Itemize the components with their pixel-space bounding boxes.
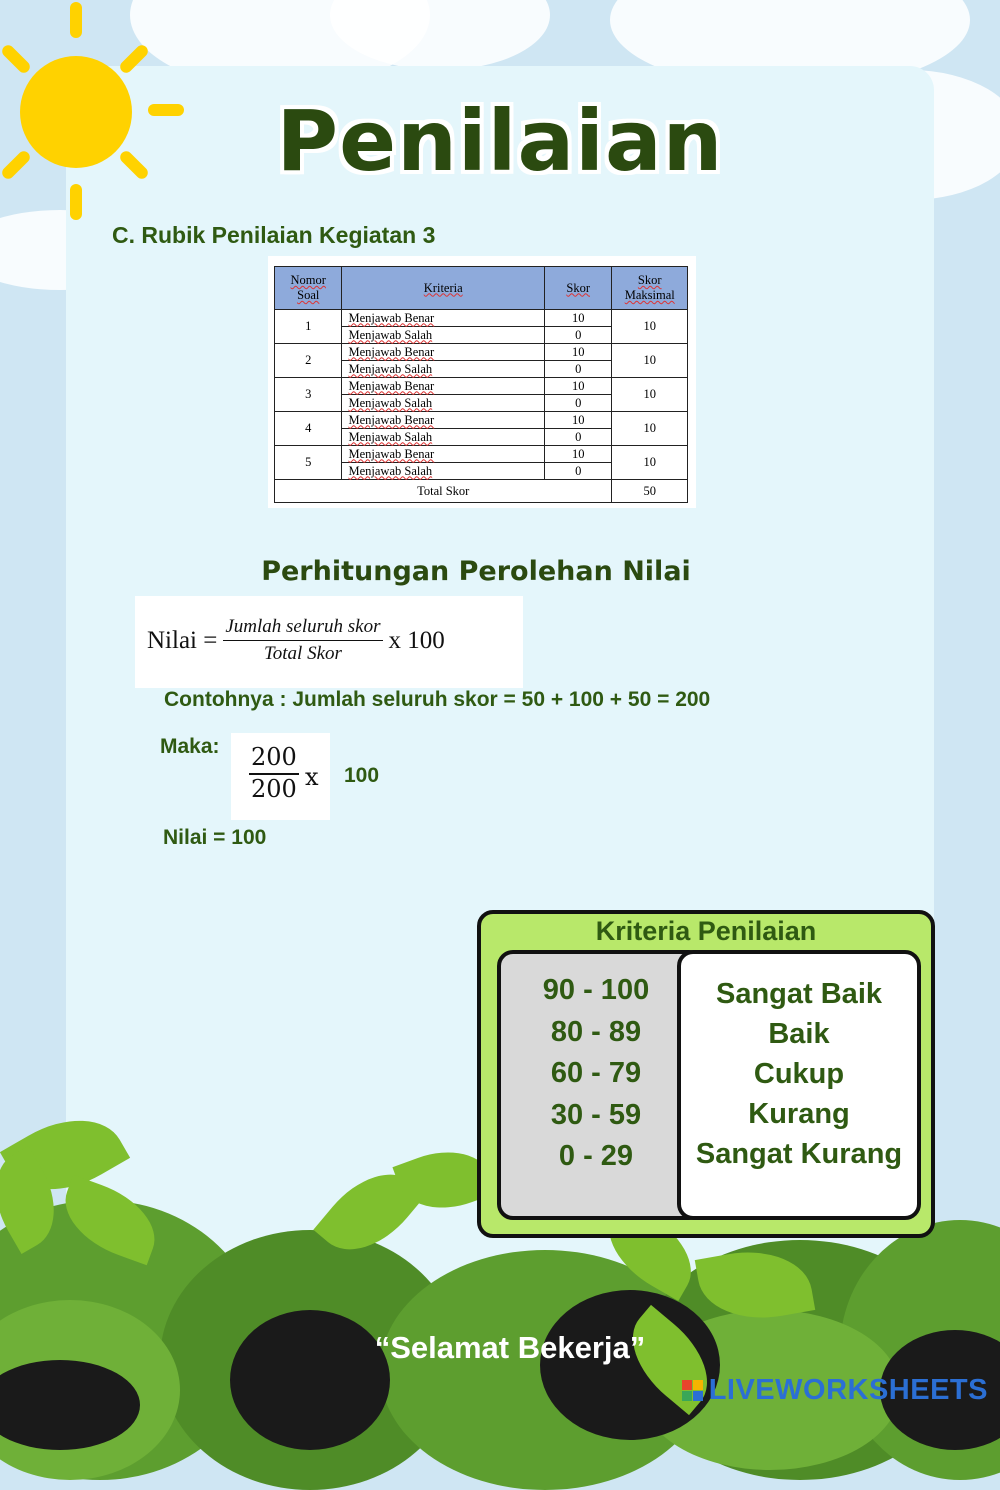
skor-benar: 10 xyxy=(544,378,611,395)
kriteria-benar: Menjawab Benar xyxy=(342,310,544,327)
nomor-soal: 5 xyxy=(275,446,342,480)
criteria-label: Kurang xyxy=(748,1098,850,1130)
criteria-ranges xyxy=(497,950,705,1220)
footer-text: “Selamat Bekerja” xyxy=(374,1330,646,1365)
kriteria-salah: Menjawab Salah xyxy=(342,429,544,446)
skor-salah: 0 xyxy=(544,327,611,344)
result-text: Nilai = 100 xyxy=(163,826,267,849)
total-label: Total Skor xyxy=(275,480,612,503)
formula xyxy=(147,616,445,665)
maka-value: 100 xyxy=(344,764,380,787)
maka-label: Maka: xyxy=(160,735,220,758)
formula-numerator: Jumlah seluruh skor xyxy=(223,616,382,641)
skor-maksimal: 10 xyxy=(612,310,688,344)
skor-salah: 0 xyxy=(544,361,611,378)
total-value: 50 xyxy=(612,480,688,503)
skor-benar: 10 xyxy=(544,412,611,429)
table-row xyxy=(275,378,688,395)
formula-fraction xyxy=(223,616,382,665)
skor-salah: 0 xyxy=(544,395,611,412)
criteria-panel xyxy=(477,910,935,1238)
kriteria-salah: Menjawab Salah xyxy=(342,395,544,412)
skor-maksimal: 10 xyxy=(612,446,688,480)
skor-benar: 10 xyxy=(544,446,611,463)
skor-benar: 10 xyxy=(544,344,611,361)
col-header-nomor: Nomor Soal xyxy=(275,267,342,310)
rubric-subtitle: C. Rubik Penilaian Kegiatan 3 xyxy=(112,222,436,248)
criteria-range: 0 - 29 xyxy=(558,1140,634,1172)
col-header-skor-maksimal: Skor Maksimal xyxy=(612,267,688,310)
nomor-soal: 3 xyxy=(275,378,342,412)
criteria-label: Baik xyxy=(768,1018,830,1050)
kriteria-benar: Menjawab Benar xyxy=(342,344,544,361)
criteria-title: Kriteria Penilaian xyxy=(595,916,817,946)
maka-times: x xyxy=(305,763,319,791)
formula-lhs: Nilai = xyxy=(147,626,218,654)
brand-name: LIVEWORKSHEETS xyxy=(708,1374,988,1406)
rubric-table xyxy=(274,266,688,503)
criteria-label: Sangat Baik xyxy=(716,978,882,1010)
skor-salah: 0 xyxy=(544,429,611,446)
col-header-kriteria: Kriteria xyxy=(342,267,544,310)
table-row xyxy=(275,412,688,429)
maka-fraction-image xyxy=(231,733,330,820)
example-text: Contohnya : Jumlah seluruh skor = 50 + 100 + 50 = 200 xyxy=(164,688,711,711)
kriteria-benar: Menjawab Benar xyxy=(342,378,544,395)
formula-image xyxy=(135,596,523,688)
criteria-range: 80 - 89 xyxy=(550,1016,642,1048)
nomor-soal: 2 xyxy=(275,344,342,378)
kriteria-salah: Menjawab Salah xyxy=(342,361,544,378)
maka-denominator: 200 xyxy=(251,775,297,803)
nomor-soal: 4 xyxy=(275,412,342,446)
skor-maksimal: 10 xyxy=(612,412,688,446)
page-title: Penilaian xyxy=(276,92,724,190)
section-title: Perhitungan Perolehan Nilai xyxy=(261,556,691,587)
kriteria-salah: Menjawab Salah xyxy=(342,327,544,344)
formula-denominator: Total Skor xyxy=(263,643,342,664)
table-row xyxy=(275,310,688,327)
skor-salah: 0 xyxy=(544,463,611,480)
criteria-range: 90 - 100 xyxy=(542,974,650,1006)
kriteria-benar: Menjawab Benar xyxy=(342,446,544,463)
nomor-soal: 1 xyxy=(275,310,342,344)
formula-multiplier: x 100 xyxy=(388,626,445,654)
maka-numerator: 200 xyxy=(249,743,299,775)
criteria-range: 30 - 59 xyxy=(550,1099,642,1131)
maka-fraction xyxy=(249,743,299,803)
col-header-skor: Skor xyxy=(544,267,611,310)
kriteria-salah: Menjawab Salah xyxy=(342,463,544,480)
criteria-range: 60 - 79 xyxy=(550,1057,642,1089)
liveworksheets-icon xyxy=(682,1380,703,1401)
skor-benar: 10 xyxy=(544,310,611,327)
table-row xyxy=(275,446,688,463)
rubric-table-image xyxy=(268,256,696,508)
brand-logo[interactable] xyxy=(682,1374,988,1407)
skor-maksimal: 10 xyxy=(612,344,688,378)
criteria-labels xyxy=(677,950,921,1220)
criteria-label: Cukup xyxy=(753,1058,845,1090)
skor-maksimal: 10 xyxy=(612,378,688,412)
table-row xyxy=(275,344,688,361)
criteria-label: Sangat Kurang xyxy=(695,1138,903,1170)
kriteria-benar: Menjawab Benar xyxy=(342,412,544,429)
